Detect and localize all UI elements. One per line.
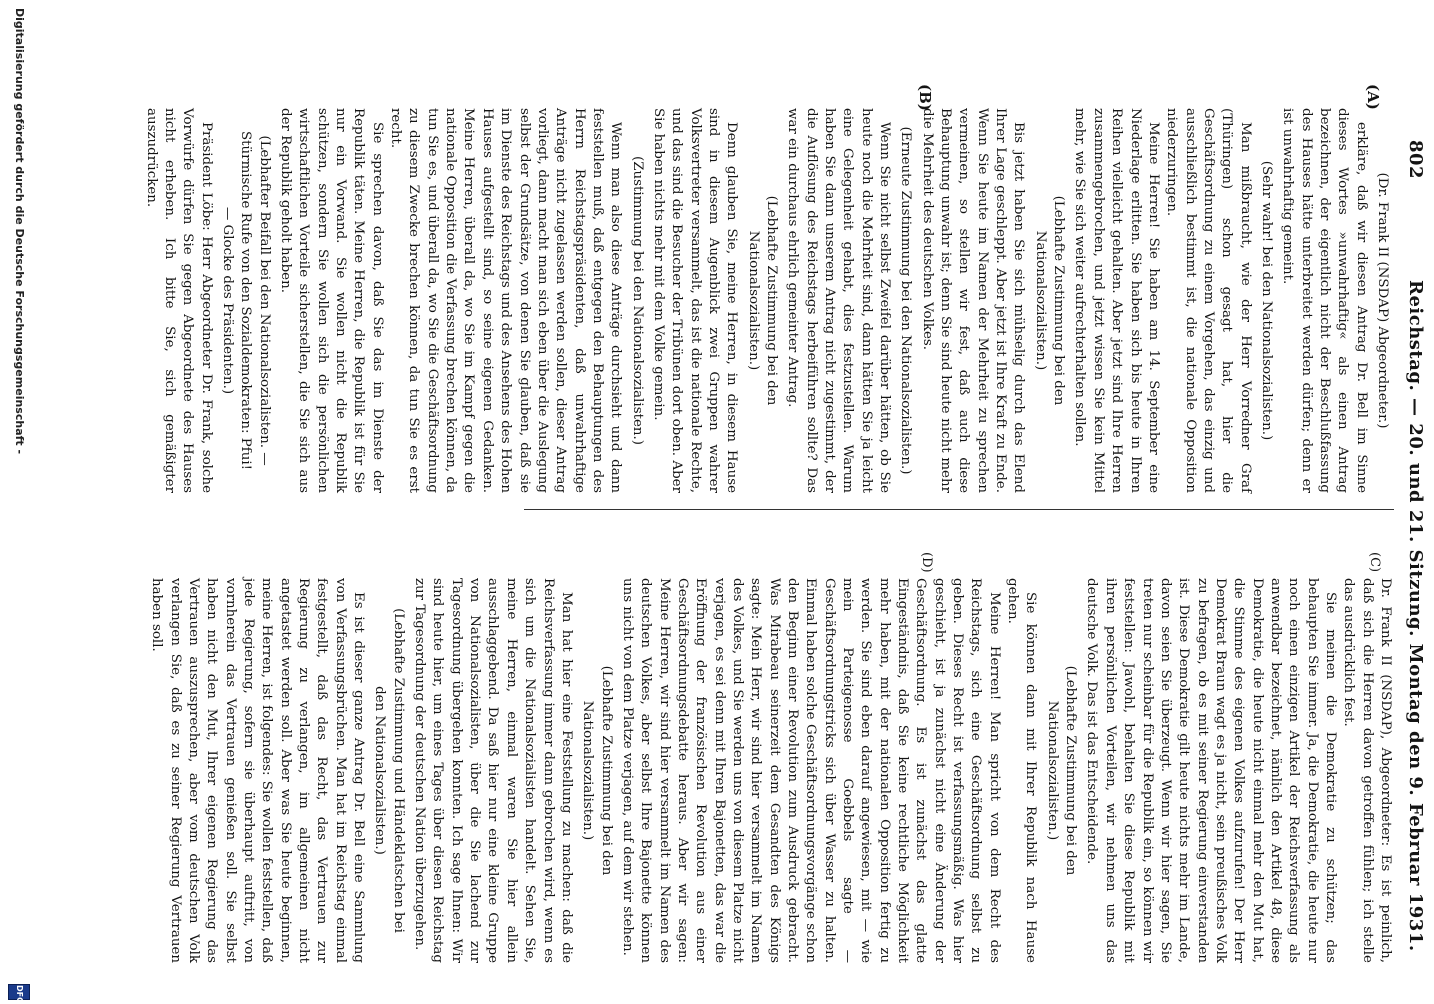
paragraph: Man hat hier eine Feststellung zu machen: daß die Reichsverfassung immer dann gebrochen wird, wenn es sich um die Nationalsozialisten handelt. Sehen Sie, meine Herren, einmal waren Sie hier allein ausschlaggebend. Da saß hier nur eine kleine Gruppe von Nationalsozialisten, über die Sie lachend zur Tagesordnung übergehen konnten. Ich sage Ihnen: Wir sind heute hier, um eines Tages über diesen Reichstag zur Tagesordnung der deutschen Nation überzugehen. <box>412 578 574 963</box>
paragraph: Man mißbraucht, wie der Herr Vorredner Graf (Thüringen) schon gesagt hat, hier die Geschäftsordnung zu einem Vorgehen, das einzig und ausschließlich bestimmt ist, die nationale Opposition niederzuringen. <box>1164 108 1253 493</box>
right-column <box>149 578 1394 963</box>
interjection: (Erneute Zustimmung bei den Nationalsozialisten.) <box>898 126 914 475</box>
paragraph: Bis jetzt haben Sie sich mühselig durch das Elend Ihrer Lage geschleppt. Aber jetzt ist Ihre Kraft zu Ende. Wenn Sie heute im Namen der Mehrheit zu sprechen vermeinen, so stellen wir fest, daß auch diese Behauptung unwahr ist; denn Sie sind heute nicht mehr die Mehrheit des deutschen Volkes. <box>919 108 1027 493</box>
paragraph: Meine Herren! Sie haben am 14. September eine Niederlage erlitten. Sie haben sich bis heute in Ihren Reihen vielleicht gehalten. Aber jetzt sind Ihre Herren zusammengebrochen, und jetzt wissen Sie kein Mittel mehr, wie Sie sich weiter aufrechterhalten sollen. <box>1072 108 1161 493</box>
interjection: (Lebhafte Zustimmung bei den Nationalsozialisten.) <box>745 195 779 406</box>
left-column <box>143 108 1394 493</box>
interjection: (Sehr wahr! bei den Nationalsozialisten.) <box>1258 160 1274 441</box>
paragraph: Es ist dieser ganze Antrag Dr. Bell eine Sammlung von Verfassungsbrüchen. Man hat im Reichstag einmal festgestellt, daß das Recht, das Vertrauen zur Regierung zu verlangen, im allgemeinen nicht angetastet werden soll. Aber was Sie heute beginnen, meine Herren, ist folgendes: Sie wollen feststellen, daß jede Regierung, sofern sie überhaupt auftritt, von vornherein das Vertrauen genießen soll. Sie selbst haben nicht den Mut, Ihrer eigenen Regierung das Vertrauen auszusprechen, aber vom deutschen Volk verlangen Sie, daß es zu seiner Regierung Vertrauen haben soll. <box>149 578 367 963</box>
page-header <box>1396 140 1426 960</box>
interjection: (Lebhafte Zustimmung bei den Nationalsozialisten.) <box>1044 665 1079 876</box>
paragraph: (Dr. Frank II (NSDAP) Abgeordneter.) <box>1375 172 1390 429</box>
interjection: (Zustimmung bei den Nationalsozialisten.) <box>629 156 645 445</box>
paragraph: Sie sprechen davon, daß Sie das im Dienste der Republik täten. Meine Herren, die Republik ist für Sie nur ein Vorwand. Sie wollen nicht die Republik schützen, sondern Sie wollen sich die persönlichen wirtschaftlichen Vorteile sicherstellen, die Sie sich aus der Republik geholt haben. <box>278 108 385 493</box>
paragraph: Präsident Löbe: Herr Abgeordneter Dr. Frank, solche Vorwürfe dürfen Sie gegen Abgeordnete des Hauses nicht erheben. Ich bitte Sie, sich gemäßigter auszudrücken. <box>143 108 214 493</box>
running-title: Reichstag. — 20. und 21. Sitzung. Montag den 9. Februar 1931. <box>1405 280 1426 952</box>
dfg-logo: DFG <box>8 984 30 1000</box>
interjection: (Lebhafte Zustimmung und Händeklatschen bei den Nationalsozialisten.) <box>372 608 406 933</box>
paragraph: Sie meinen die Demokratie zu schützen; das behaupten Sie immer. Ja, die Demokratie, die heute nur noch einen einzigen Artikel der Reichsverfassung als anwendbar bezeichnet, nämlich den Artikel 48, diese Demokratie, die heute nicht einmal mehr den Mut hat, die Stimme des eigenen Volkes aufzurufen! Der Herr Demokrat Braun wagt es ja nicht, sein preußisches Volk zu befragen, ob es mit seiner Regierung einverstanden ist. Diese Demokratie gilt heute nichts mehr im Lande, davon seien Sie überzeugt. Wenn wir hier sagen, Sie treten nur scheinbar für die Republik ein, so können wir feststellen: Jawohl, behalten Sie diese Republik mit ihren persönlichen Vorteilen, wir nehmen uns das deutsche Volk. Das ist das Entscheidende. <box>1084 578 1338 963</box>
margin-marker-b: (B) <box>916 84 934 111</box>
paragraph: Sie können dann mit Ihrer Republik nach Hause gehen. <box>1005 578 1039 963</box>
interjection: (Lebhafter Beifall bei den Nationalsozialisten. — Stürmische Rufe von den Sozialdemokraten: Pfui! — Glocke des Präsidenten.) <box>220 130 272 470</box>
paragraph: Wenn Sie nicht selbst Zweifel darüber hätten, ob Sie heute noch die Mehrheit sind, dann hätten Sie ja leicht eine Gelegenheit gehabt, dies festzustellen. Warum haben Sie dann unserem Antrag nicht zugestimmt, der die Auflösung des Reichstags herbeiführen sollte? Das war ein durchaus ehrlich gemeinter Antrag. <box>785 108 893 493</box>
paragraph: Denn glauben Sie, meine Herren, in diesem Hause sind in diesem Augenblick zwei Gruppen wahrer Volksvertreter versammelt, das ist die nationale Rechte, und das sind die Besucher der Tribünen dort oben. Aber Sie haben nichts mehr mit dem Volke gemein. <box>650 108 740 493</box>
page-number: 802 <box>1405 140 1426 180</box>
interjection: (Lebhafte Zustimmung bei den Nationalsozialisten.) <box>580 665 614 876</box>
credit-text: Digitalisierung gefördert durch die Deutsche Forschungsgemeinschaft - <box>13 8 26 455</box>
digitization-credit <box>4 0 38 1004</box>
column-divider <box>524 509 1394 510</box>
interjection: (Lebhafte Zustimmung bei den Nationalsozialisten.) <box>1032 195 1067 406</box>
paragraph: erkläre, daß wir diesen Antrag Dr. Bell im Sinne dieses Wortes »unwahrhaftig« als einen Antrag bezeichnen, der eigentlich nicht der Beschlußfassung des Hauses hätte unterbreitet werden dürfen; denn er ist unwahrhaftig gemeint. <box>1280 108 1369 493</box>
margin-marker-c: (C) <box>1367 552 1382 573</box>
paragraph: Dr. Frank II (NSDAP), Abgeordneter: Es ist peinlich, daß sich die Herren davon getroffen fühlen; ich stelle das ausdrücklich fest. <box>1341 578 1393 963</box>
paragraph: Meine Herren! Man spricht von dem Recht des Reichstags, sich eine Geschäftsordnung selbst zu geben. Dieses Recht ist verfassungsmäßig. Was hier geschieht, ist ja zunächst nicht eine Änderung der Geschäftsordnung. Es ist zunächst das glatte Eingeständnis, daß Sie keine rechtliche Möglichkeit mehr haben, mit der nationalen Opposition fertig zu werden. Sie sind eben darauf angewiesen, mit — wie mein Parteigenosse Goebbels sagte — Geschäftsordnungstricks sich über Wasser zu halten. Einmal haben solche Geschäftsordnungsvorgänge schon den Beginn einer Revolution zum Ausdruck gebracht. Was Mirabeau seinerzeit dem Gesandten des Königs sagte: Mein Herr, wir sind hier versammelt im Namen des Volkes, und Sie werden uns von diesem Platze nicht verjagen, es sei denn mit Ihren Bajonetten, das war die Eröffnung der französischen Revolution aus einer Geschäftsordnungsdebatte heraus. Aber wir sagen: Meine Herren, wir sind hier versammelt im Namen des deutschen Volkes, aber selbst Ihre Bajonette können uns nicht von dem Platze verjagen, auf dem wir stehen. <box>619 578 1002 963</box>
margin-marker-d: (D) <box>919 552 934 573</box>
paragraph: Wenn man also diese Anträge durchsieht und dann feststellen muß, daß entgegen den Behauptungen des Herrn Reichstagspräsidenten, daß unwahrhaftige Anträge nicht zugelassen werden sollen, dieser Antrag vorliegt, dann macht man sich eben über die Auslegung selbst der Grundsätze, von denen Sie glauben, daß sie im Dienste des Reichstags und des Ansehens des Hohen Hauses aufgestellt sind, so seine eigenen Gedanken. Meine Herren, überall da, wo Sie im Kampf gegen die nationale Opposition die Verfassung brechen können, da tun Sie es, und überall da, wo Sie die Geschäftsordnung zu diesem Zwecke brechen können, da tun Sie es erst recht. <box>388 108 624 493</box>
margin-marker-a: (A) <box>1364 84 1382 110</box>
